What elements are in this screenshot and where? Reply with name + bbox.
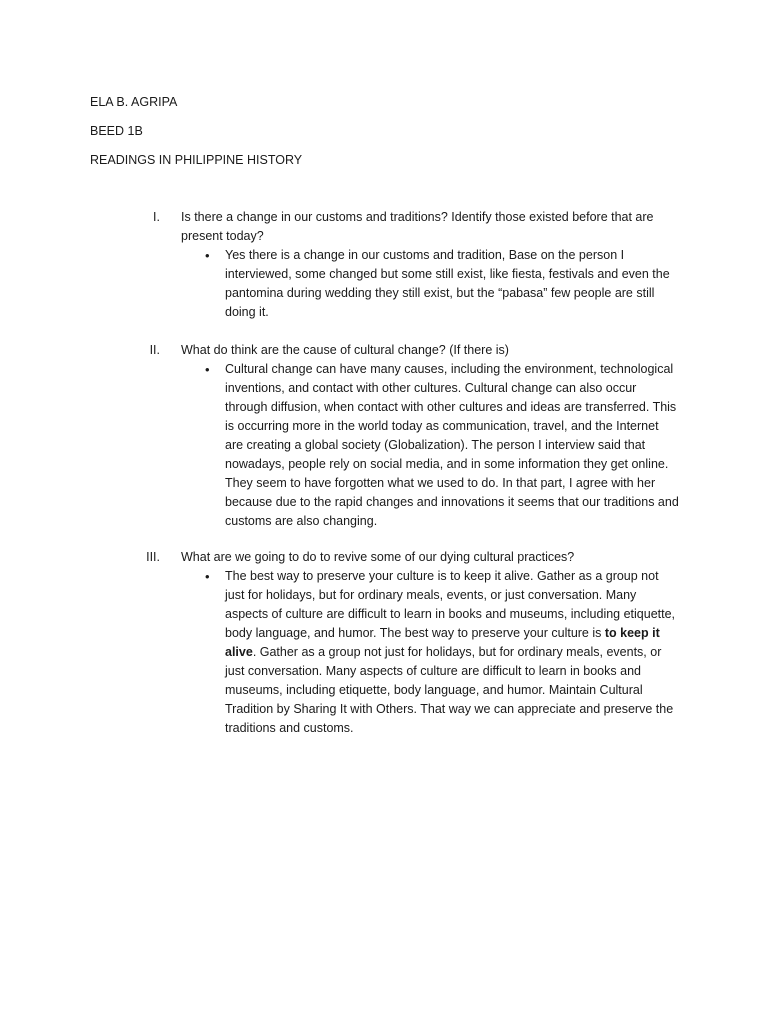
answer-text: Yes there is a change in our customs and tradition, Base on the person I interviewed, some changed but some still exist, like fiesta, festivals and even the pantomina during wedding they still exist, but the “pabasa” few people are still doing it. [225, 248, 670, 319]
bullet-icon: • [205, 362, 210, 377]
answer-text-bold: to keep it alive [225, 626, 660, 659]
answer-text: Cultural change can have many causes, including the environment, technological inventions, and contact with other cultures. Cultural change can also occur through diffusion, when contact with other cultures and ideas are transferred. This is occurring more in the world today as communication, travel, and the Internet are creating a global society (Globalization). The person I interview said that nowadays, people rely on social media, and in some information they get online. They seem to have forgotten what we used to do. In that part, I agree with her because due to the rapid changes and innovations it seems that our traditions and customs are also changing. [225, 362, 679, 528]
student-section: BEED 1B [90, 124, 143, 138]
answer-text [225, 567, 680, 738]
answer-text-part2: . Gather as a group not just for holidays, but for ordinary meals, events, or just conversation. Many aspects of culture are difficult to learn in books and museums, including etiquette, body language, and humor. Maintain Cultural Tradition by Sharing It with Others. That way we can appreciate and preserve the traditions and customs. [225, 645, 674, 735]
question-block-2 [140, 341, 700, 531]
question-row [140, 341, 700, 360]
question-row [140, 208, 700, 246]
bullet-icon: • [205, 248, 210, 263]
question-row [140, 548, 700, 567]
question-numeral: III. [146, 550, 160, 564]
bullet-icon: • [205, 569, 210, 584]
question-block-1 [140, 208, 700, 322]
course-title: READINGS IN PHILIPPINE HISTORY [90, 153, 303, 167]
student-name: ELA B. AGRIPA [90, 95, 178, 109]
question-text: What do think are the cause of cultural change? (If there is) [181, 343, 509, 357]
answer-item [197, 246, 700, 322]
question-text: Is there a change in our customs and traditions? Identify those existed before that are present today? [181, 210, 654, 243]
answer-item [197, 360, 700, 531]
question-numeral: II. [149, 343, 160, 357]
answer-text-part1: The best way to preserve your culture is to keep it alive. Gather as a group not just for holidays, but for ordinary meals, events, or just conversation. Many aspects of culture are difficult to learn in books and museums, including etiquette, body language, and humor. The best way to preserve your culture is [225, 569, 676, 640]
question-numeral: I. [153, 210, 160, 224]
answer-item [197, 567, 700, 738]
question-text: What are we going to do to revive some of our dying cultural practices? [181, 550, 575, 564]
question-block-3 [140, 548, 700, 738]
